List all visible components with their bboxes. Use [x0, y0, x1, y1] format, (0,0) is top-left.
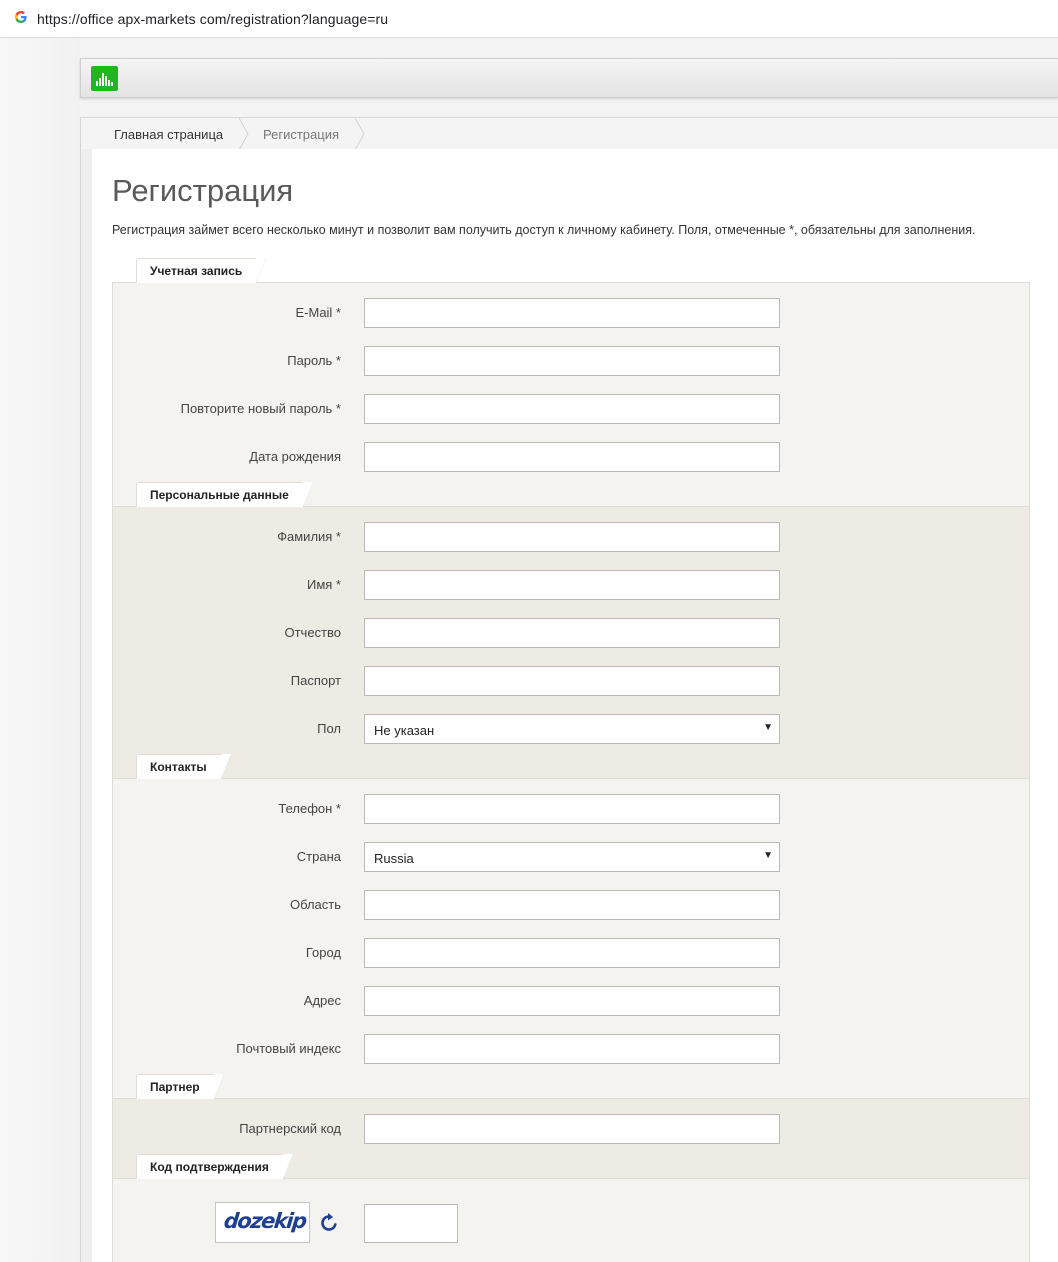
- country-row: [113, 842, 1031, 872]
- url-text[interactable]: https://office apx-markets com/registration?language=ru: [37, 11, 389, 27]
- firstname-label: Имя *: [307, 577, 341, 592]
- address-input[interactable]: [364, 986, 780, 1016]
- captcha-text: dozekip: [222, 1209, 307, 1233]
- country-label: Страна: [296, 849, 341, 864]
- birthdate-input[interactable]: [364, 442, 780, 472]
- partner-code-row: [113, 1114, 1031, 1144]
- email-row: [113, 298, 1031, 328]
- city-label: Город: [305, 945, 341, 960]
- address-label: Адрес: [303, 993, 341, 1008]
- email-input[interactable]: [364, 298, 780, 328]
- captcha-input[interactable]: [364, 1204, 458, 1243]
- section-legend: Партнер: [136, 1074, 215, 1099]
- contacts-section: [112, 760, 1030, 1098]
- section-legend: Учетная запись: [136, 258, 257, 283]
- lastname-input[interactable]: [364, 522, 780, 552]
- account-section: [112, 264, 1030, 506]
- breadcrumb-separator-icon: [238, 118, 250, 150]
- country-select[interactable]: [364, 842, 780, 872]
- section-legend: Персональные данные: [136, 482, 304, 507]
- city-input[interactable]: [364, 938, 780, 968]
- password-repeat-input[interactable]: [364, 394, 780, 424]
- region-input[interactable]: [364, 890, 780, 920]
- passport-row: [113, 666, 1031, 696]
- google-icon: [14, 10, 28, 24]
- firstname-row: [113, 570, 1031, 600]
- intro-text: Регистрация займет всего несколько минут и позволит вам получить доступ к личному кабинету. Поля, отмеченные *, обязательны для заполнения.: [112, 223, 976, 237]
- birthdate-row: [113, 442, 1031, 472]
- main-container: [80, 117, 1058, 1262]
- address-row: [113, 986, 1031, 1016]
- phone-label: Телефон *: [278, 801, 341, 816]
- patronymic-input[interactable]: [364, 618, 780, 648]
- email-label: E-Mail *: [295, 305, 341, 320]
- passport-input[interactable]: [364, 666, 780, 696]
- partner-code-input[interactable]: [364, 1114, 780, 1144]
- passport-label: Паспорт: [290, 673, 341, 688]
- gender-selected-value: Не указан: [374, 723, 435, 738]
- region-label: Область: [289, 897, 341, 912]
- phone-row: [113, 794, 1031, 824]
- password-input[interactable]: [364, 346, 780, 376]
- gender-label: Пол: [317, 721, 341, 736]
- page-title: Регистрация: [112, 173, 294, 208]
- phone-input[interactable]: [364, 794, 780, 824]
- browser-address-bar: [0, 0, 1058, 38]
- password-label: Пароль *: [287, 353, 341, 368]
- city-row: [113, 938, 1031, 968]
- birthdate-label: Дата рождения: [249, 449, 341, 464]
- password-row: [113, 346, 1031, 376]
- zip-input[interactable]: [364, 1034, 780, 1064]
- captcha-section: [112, 1160, 1030, 1262]
- site-header: [80, 58, 1058, 98]
- registration-content: [92, 149, 1058, 1262]
- country-selected-value: Russia: [374, 851, 414, 866]
- breadcrumb: [81, 117, 1058, 149]
- password-repeat-row: [113, 394, 1031, 424]
- logo-icon[interactable]: [91, 66, 118, 91]
- gender-select[interactable]: [364, 714, 780, 744]
- zip-label: Почтовый индекс: [236, 1041, 341, 1056]
- page-gutter: [0, 39, 80, 1262]
- lastname-row: [113, 522, 1031, 552]
- patronymic-row: [113, 618, 1031, 648]
- region-row: [113, 890, 1031, 920]
- breadcrumb-home-link[interactable]: Главная страница: [114, 127, 224, 142]
- captcha-image: [215, 1202, 310, 1243]
- personal-section: [112, 488, 1030, 778]
- firstname-input[interactable]: [364, 570, 780, 600]
- breadcrumb-current: Регистрация: [263, 127, 339, 142]
- lastname-label: Фамилия *: [277, 529, 341, 544]
- dropdown-arrow-icon: ▼: [763, 850, 773, 861]
- section-legend: Код подтверждения: [136, 1154, 284, 1179]
- zip-row: [113, 1034, 1031, 1064]
- gender-row: [113, 714, 1031, 744]
- section-legend: Контакты: [136, 754, 222, 779]
- patronymic-label: Отчество: [284, 625, 341, 640]
- breadcrumb-separator-icon: [354, 118, 366, 150]
- dropdown-arrow-icon: ▼: [763, 722, 773, 733]
- partner-code-label: Партнерский код: [239, 1121, 341, 1136]
- password-repeat-label: Повторите новый пароль *: [180, 401, 341, 416]
- refresh-icon[interactable]: [319, 1213, 339, 1233]
